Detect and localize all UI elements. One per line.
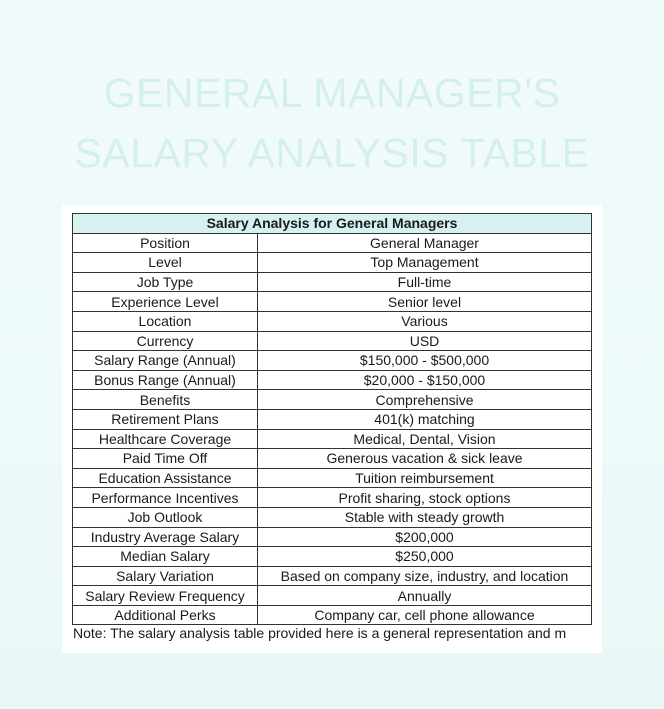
row-label: Job Type <box>73 272 258 292</box>
table-row <box>73 409 592 429</box>
row-value: $250,000 <box>258 547 592 567</box>
table-note: Note: The salary analysis table provided here is a general representation and m <box>73 625 567 641</box>
row-label: Median Salary <box>73 547 258 567</box>
row-label: Healthcare Coverage <box>73 429 258 449</box>
row-label: Bonus Range (Annual) <box>73 370 258 390</box>
table-row <box>73 331 592 351</box>
table-row <box>73 272 592 292</box>
table-row <box>73 488 592 508</box>
row-label: Retirement Plans <box>73 409 258 429</box>
row-label: Education Assistance <box>73 468 258 488</box>
table-row <box>73 390 592 410</box>
row-value: Various <box>258 311 592 331</box>
row-label: Salary Range (Annual) <box>73 351 258 371</box>
row-value: Company car, cell phone allowance <box>258 605 592 625</box>
row-label: Currency <box>73 331 258 351</box>
row-value: General Manager <box>258 233 592 253</box>
row-value: $150,000 - $500,000 <box>258 351 592 371</box>
row-value: Comprehensive <box>258 390 592 410</box>
row-value: Generous vacation & sick leave <box>258 449 592 469</box>
row-label: Paid Time Off <box>73 449 258 469</box>
row-value: USD <box>258 331 592 351</box>
table-row <box>73 507 592 527</box>
row-label: Salary Review Frequency <box>73 586 258 606</box>
table-row <box>73 449 592 469</box>
row-value: Senior level <box>258 292 592 312</box>
row-value: Profit sharing, stock options <box>258 488 592 508</box>
table-row <box>73 429 592 449</box>
row-label: Position <box>73 233 258 253</box>
table-row <box>73 527 592 547</box>
row-label: Job Outlook <box>73 507 258 527</box>
row-value: Tuition reimbursement <box>258 468 592 488</box>
table-row <box>73 586 592 606</box>
row-value: Top Management <box>258 253 592 273</box>
salary-table <box>72 213 592 625</box>
row-value: 401(k) matching <box>258 409 592 429</box>
table-row <box>73 311 592 331</box>
page-title-line-1: GENERAL MANAGER'S <box>103 70 561 116</box>
table-row <box>73 547 592 567</box>
table-row <box>73 351 592 371</box>
row-label: Performance Incentives <box>73 488 258 508</box>
page-title-line-2: SALARY ANALYSIS TABLE <box>74 130 590 176</box>
table-row <box>73 253 592 273</box>
row-value: Based on company size, industry, and location <box>258 566 592 586</box>
row-label: Additional Perks <box>73 605 258 625</box>
row-value: Stable with steady growth <box>258 507 592 527</box>
row-value: $20,000 - $150,000 <box>258 370 592 390</box>
row-label: Level <box>73 253 258 273</box>
table-row <box>73 468 592 488</box>
table-row <box>73 370 592 390</box>
table-row <box>73 292 592 312</box>
table-row <box>73 605 592 625</box>
table-row <box>73 233 592 253</box>
row-value: Annually <box>258 586 592 606</box>
row-value: Medical, Dental, Vision <box>258 429 592 449</box>
table-row <box>73 566 592 586</box>
row-label: Experience Level <box>73 292 258 312</box>
table-header: Salary Analysis for General Managers <box>73 214 592 234</box>
row-value: $200,000 <box>258 527 592 547</box>
row-label: Salary Variation <box>73 566 258 586</box>
table-card <box>62 205 602 653</box>
row-label: Industry Average Salary <box>73 527 258 547</box>
row-label: Location <box>73 311 258 331</box>
row-value: Full-time <box>258 272 592 292</box>
row-label: Benefits <box>73 390 258 410</box>
